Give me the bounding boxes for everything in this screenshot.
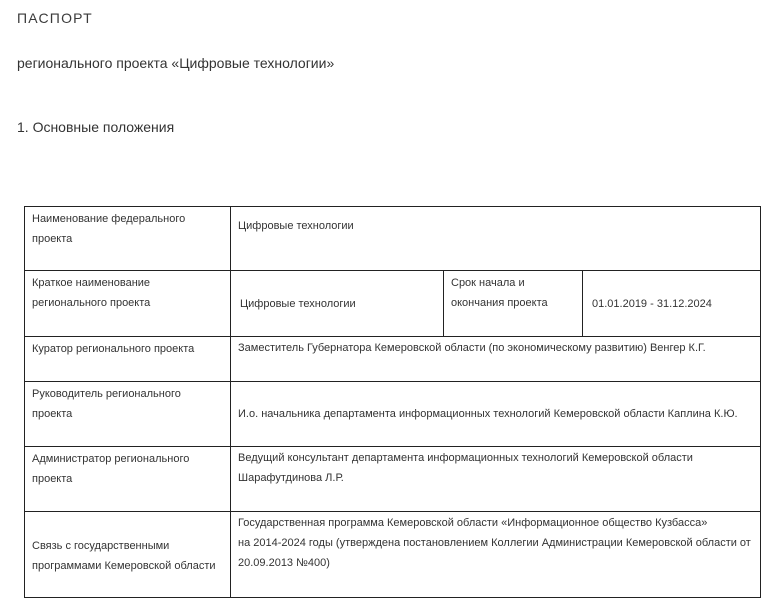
federal-name-value (231, 207, 761, 271)
admin-value-text: Ведущий консультант департамента информационных технологий Кемеровской области Шарафутдинова Л.Р. (238, 452, 693, 484)
programs-value (231, 512, 761, 598)
table-row-head (25, 382, 761, 447)
admin-value (231, 447, 761, 512)
table-row-admin (25, 447, 761, 512)
admin-label-text: Администратор регионального проекта (32, 453, 190, 485)
table-row-curator (25, 337, 761, 382)
curator-value-text: Заместитель Губернатора Кемеровской области (по экономическому развитию) Венгер К.Г. (238, 342, 706, 354)
period-value (583, 271, 761, 337)
period-value-text: 01.01.2019 - 31.12.2024 (592, 297, 712, 310)
head-label-text: Руководитель регионального проекта (32, 388, 181, 420)
table-row-short-name (25, 271, 761, 337)
admin-label (25, 447, 231, 512)
passport-table (24, 206, 761, 598)
head-label (25, 382, 231, 447)
period-label (444, 271, 583, 337)
project-title: регионального проекта «Цифровые технологии» (17, 55, 335, 71)
curator-label (25, 337, 231, 382)
short-name-value (231, 271, 444, 337)
document-heading: ПАСПОРТ (17, 10, 93, 26)
head-value (231, 382, 761, 447)
programs-label (25, 512, 231, 598)
programs-label-text: Связь с государственными программами Кемеровской области (32, 539, 216, 572)
period-label-text: Срок начала и окончания проекта (451, 277, 548, 309)
federal-name-value-text: Цифровые технологии (238, 220, 354, 232)
programs-value-line2: на 2014-2024 годы (утверждена постановлением Коллегии Администрации Кемеровской области от 20.09.2013 №400) (238, 537, 751, 569)
head-value-text: И.о. начальника департамента информационных технологий Кемеровской области Каплина К.Ю. (238, 408, 738, 420)
federal-name-label-text: Наименование федерального проекта (32, 213, 186, 245)
table-row-federal-name (25, 207, 761, 271)
programs-value-line1: Государственная программа Кемеровской области «Информационное общество Кузбасса» (238, 517, 708, 529)
curator-label-text: Куратор регионального проекта (32, 343, 195, 355)
section-title: 1. Основные положения (17, 119, 175, 135)
curator-value (231, 337, 761, 382)
short-name-value-text: Цифровые технологии (240, 297, 356, 310)
federal-name-label (25, 207, 231, 271)
short-name-label (25, 271, 231, 337)
table-row-programs (25, 512, 761, 598)
short-name-label-text: Краткое наименование регионального проекта (32, 277, 151, 309)
